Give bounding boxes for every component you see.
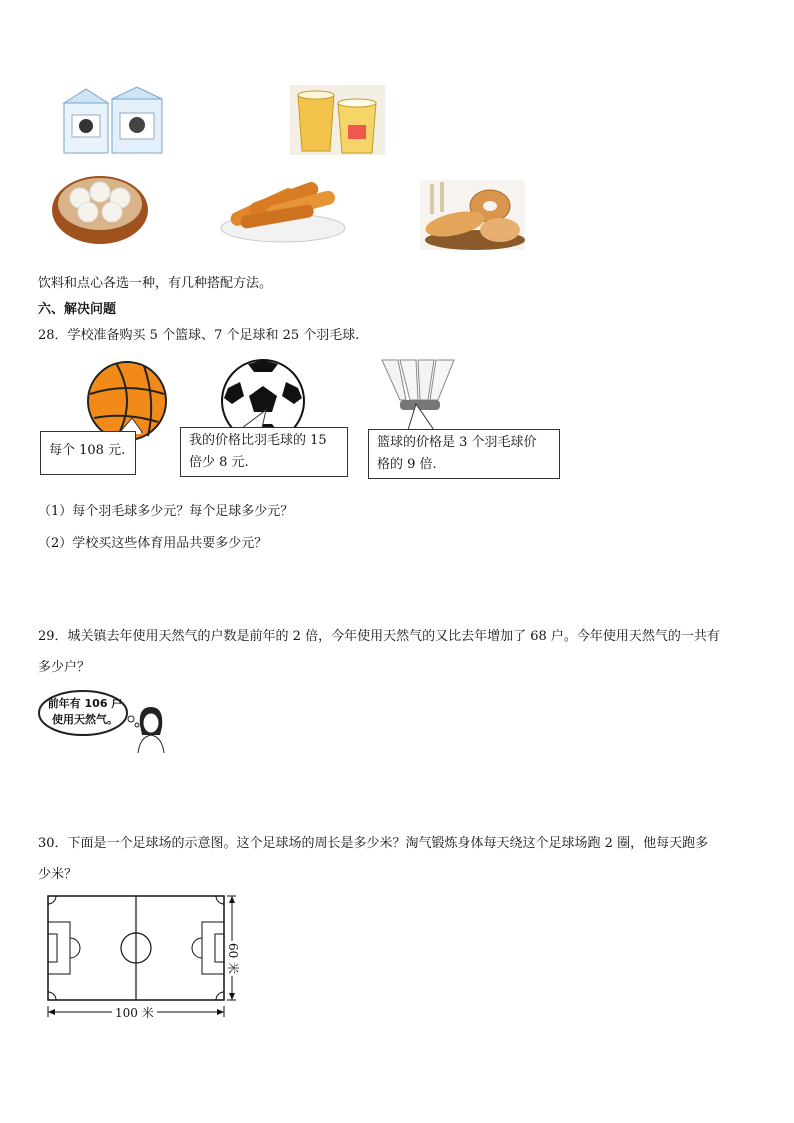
bubble-shuttlecock xyxy=(368,429,560,479)
fried-dough-sticks-image xyxy=(218,170,348,245)
girl-figure-icon xyxy=(134,705,168,753)
q28-text: 28．学校准备购买 5 个篮球、7 个足球和 25 个羽毛球. xyxy=(38,328,360,343)
speech-cloud-text xyxy=(46,696,124,728)
bubble-soccer-line1: 我的价格比羽毛球的 15 xyxy=(189,433,327,448)
bubble-basketball-text: 每个 108 元. xyxy=(49,443,126,458)
bubble-shuttle-line1: 篮球的价格是 3 个羽毛球价 xyxy=(377,435,537,450)
q28-sub1: （1）每个羽毛球多少元？每个足球多少元？ xyxy=(38,504,294,519)
milk-cartons-image xyxy=(60,85,170,155)
q30-line1: 30．下面是一个足球场的示意图。这个足球场的周长是多少米？淘气锻炼身体每天绕这个足球场跑 2 圈，他每天跑多 xyxy=(38,836,709,851)
section-title: 六、解决问题 xyxy=(38,302,117,317)
q29-line1: 29．城关镇去年使用天然气的户数是前年的 2 倍，今年使用天然气的又比去年增加了 68 户。今年使用天然气的一共有 xyxy=(38,629,720,644)
field-width-label: 100 米 xyxy=(112,1004,157,1021)
bubble-basketball xyxy=(40,431,136,475)
bubble-shuttle-pointer xyxy=(404,404,444,432)
bubble-shuttle-line2: 格的 9 倍. xyxy=(377,457,437,472)
q30-line2: 少米？ xyxy=(38,867,78,882)
q28-sub2: （2）学校买这些体育用品共要多少元？ xyxy=(38,536,268,551)
soccer-field-diagram xyxy=(44,892,244,1022)
steamed-buns-image xyxy=(50,168,150,248)
q29-line2: 多少户？ xyxy=(38,660,91,675)
speech-line2: 使用天然气。 xyxy=(52,713,118,726)
drink-cups-image xyxy=(290,85,385,155)
bubble-soccer xyxy=(180,427,348,477)
food-question: 饮料和点心各选一种，有几种搭配方法。 xyxy=(38,276,273,291)
speech-line1: 前年有 106 户 xyxy=(47,697,123,710)
bubble-soccer-line2: 倍少 8 元. xyxy=(189,455,249,470)
bread-basket-image xyxy=(420,180,525,250)
field-height-label: 60 米 xyxy=(226,942,241,975)
